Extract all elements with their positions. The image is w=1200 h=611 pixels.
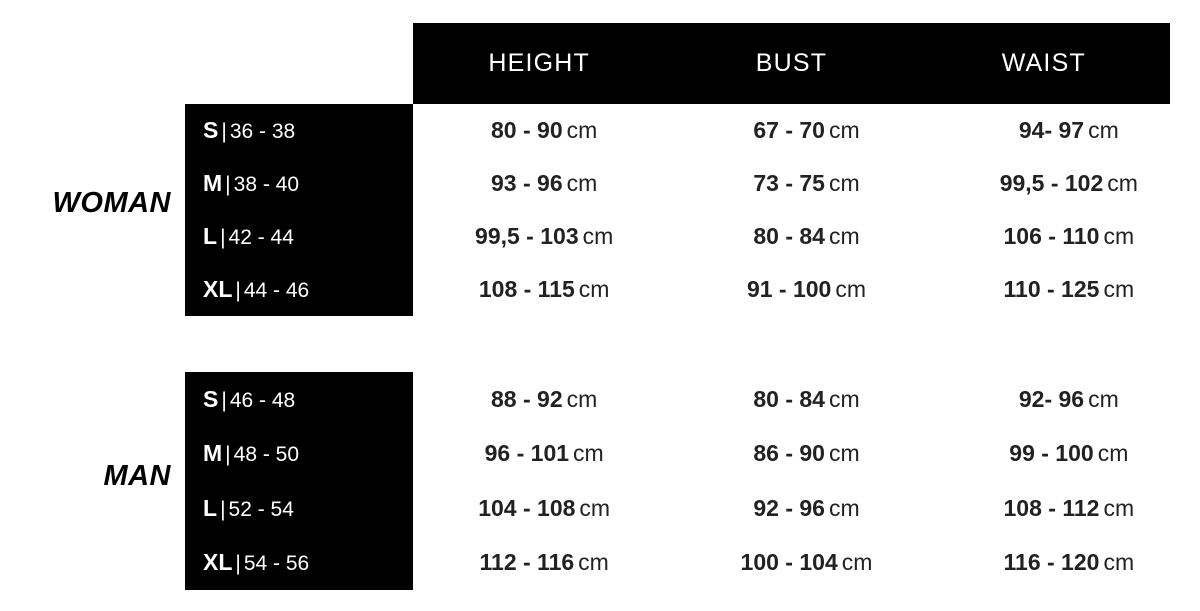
height-cell: 93 - 96 cm — [491, 170, 598, 196]
waist-cell: 94- 97 cm — [1018, 117, 1119, 143]
size-eu: 54 - 56 — [243, 552, 310, 576]
waist-cell: 99 - 100 cm — [1009, 440, 1129, 467]
bust-cell: 86 - 90 cm — [753, 440, 860, 467]
size-separator: | — [220, 497, 226, 521]
group-woman — [0, 104, 1200, 316]
size-cell — [185, 440, 413, 467]
size-eu: 44 - 46 — [243, 279, 310, 302]
size-label: S — [203, 117, 219, 143]
table-row — [0, 210, 1200, 263]
size-label: M — [203, 170, 223, 196]
height-cell: 108 - 115 cm — [478, 276, 610, 302]
size-cell — [185, 495, 413, 522]
bust-cell: 67 - 70 cm — [753, 117, 860, 143]
table-row — [0, 427, 1200, 482]
table-row — [0, 536, 1200, 591]
column-header-bust: BUST — [755, 49, 828, 77]
table-header-row — [413, 23, 1170, 104]
height-cell: 96 - 101 cm — [484, 440, 604, 467]
table-row — [0, 263, 1200, 316]
size-label: XL — [203, 276, 233, 302]
waist-cell: 106 - 110 cm — [1003, 223, 1135, 249]
column-header-waist: WAIST — [1001, 49, 1086, 77]
column-header-height: HEIGHT — [488, 49, 590, 77]
size-cell — [185, 276, 413, 303]
bust-cell: 92 - 96 cm — [753, 494, 860, 521]
waist-cell: 116 - 120 cm — [1003, 549, 1135, 576]
size-label: L — [203, 494, 218, 521]
table-row — [0, 157, 1200, 210]
height-cell: 88 - 92 cm — [491, 385, 598, 412]
waist-cell: 92- 96 cm — [1018, 385, 1119, 412]
size-separator: | — [220, 226, 226, 249]
height-cell: 112 - 116 cm — [479, 549, 609, 576]
bust-cell: 80 - 84 cm — [753, 223, 860, 249]
group-label-man: MAN — [103, 460, 171, 492]
size-eu: 48 - 50 — [233, 443, 300, 467]
size-separator: | — [235, 552, 241, 576]
size-cell — [185, 386, 413, 413]
size-label: L — [203, 223, 218, 249]
size-cell — [185, 170, 413, 197]
size-eu: 38 - 40 — [233, 173, 300, 196]
size-label: S — [203, 385, 219, 412]
size-eu: 36 - 38 — [229, 120, 296, 143]
height-cell: 80 - 90 cm — [491, 117, 598, 143]
bust-cell: 91 - 100 cm — [746, 276, 867, 302]
waist-cell: 110 - 125 cm — [1003, 276, 1135, 302]
group-man — [0, 372, 1200, 590]
bust-cell: 100 - 104 cm — [740, 549, 873, 576]
size-cell — [185, 223, 413, 250]
table-row — [0, 104, 1200, 157]
size-separator: | — [225, 173, 231, 196]
size-separator: | — [221, 388, 227, 412]
group-label-woman: WOMAN — [52, 187, 171, 219]
height-cell: 104 - 108 cm — [478, 494, 611, 521]
size-label: XL — [203, 549, 233, 576]
size-eu: 42 - 44 — [228, 226, 294, 249]
waist-cell: 108 - 112 cm — [1003, 494, 1135, 521]
height-cell: 99,5 - 103 cm — [475, 223, 614, 249]
bust-cell: 80 - 84 cm — [753, 385, 860, 412]
size-separator: | — [235, 279, 241, 302]
table-row — [0, 481, 1200, 536]
size-cell — [185, 549, 413, 576]
size-separator: | — [221, 120, 227, 143]
size-separator: | — [225, 443, 231, 467]
table-row — [0, 372, 1200, 427]
bust-cell: 73 - 75 cm — [753, 170, 860, 196]
waist-cell: 99,5 - 102 cm — [999, 170, 1138, 196]
size-label: M — [203, 440, 223, 467]
size-cell — [185, 117, 413, 144]
size-eu: 46 - 48 — [229, 388, 296, 412]
size-eu: 52 - 54 — [228, 497, 294, 521]
